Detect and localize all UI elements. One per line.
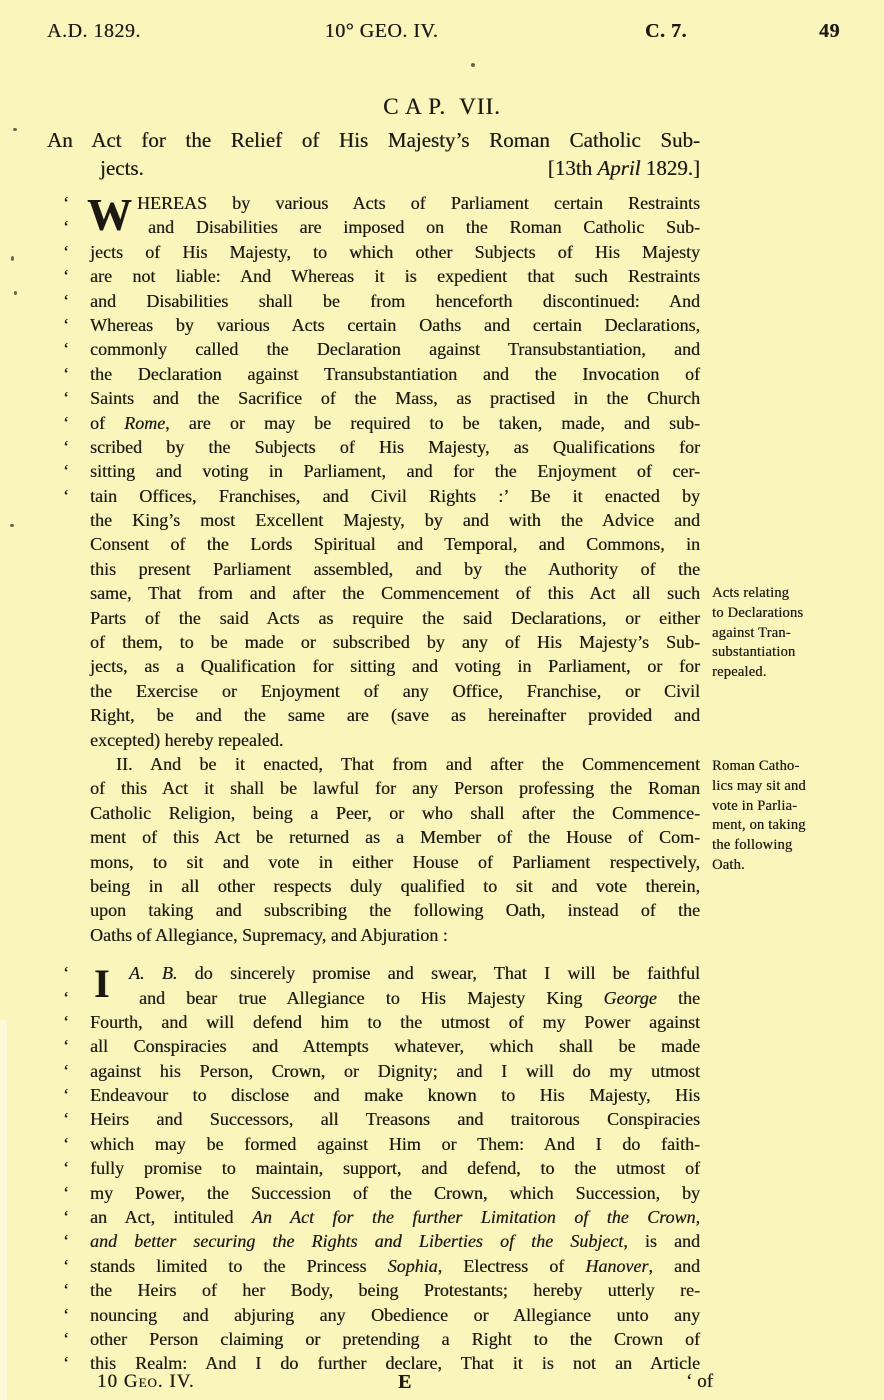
text-line (63, 1229, 700, 1253)
line-content: stands limited to the Princess Sophia, Electress of Hanover, and (90, 1255, 700, 1276)
quote-mark: ‘ (63, 1158, 69, 1179)
line-content: jects of His Majesty, to which other Subjects of His Majesty (90, 241, 700, 262)
line-content: Parts of the said Acts as require the said Declarations, or either (90, 607, 700, 628)
text-line (63, 850, 700, 874)
text-line (63, 337, 700, 361)
line-content: against his Person, Crown, or Dignity; and I will do my utmost (90, 1060, 700, 1081)
line-content: tain Offices, Franchises, and Civil Rights :’ Be it enacted by (90, 485, 700, 506)
text-line (63, 1303, 700, 1327)
line-content: my Power, the Succession of the Crown, which Succession, by (90, 1182, 700, 1203)
quote-mark: ‘ (63, 290, 69, 311)
text-line (63, 1205, 700, 1229)
text-line (63, 1034, 700, 1058)
line-content: Heirs and Successors, all Treasons and traitorous Conspiracies (90, 1109, 700, 1130)
quote-mark: ‘ (63, 388, 69, 409)
quote-mark: ‘ (63, 1133, 69, 1154)
quote-mark: ‘ (63, 1231, 69, 1252)
line-content: sitting and voting in Parliament, and for the Enjoyment of cer- (90, 461, 700, 482)
act-title-continuation: jects. (100, 156, 144, 180)
quote-gutter (63, 630, 90, 654)
text-line (63, 240, 700, 264)
text-line (63, 411, 700, 435)
preamble-paragraph (63, 191, 700, 752)
act-title-line1: An Act for the Relief of His Majesty’s Roman Catholic Sub- (47, 128, 700, 152)
quote-gutter (63, 898, 90, 922)
scan-speck (11, 256, 14, 261)
line-content: and Disabilities shall be from henceforth discontinued: And (90, 290, 700, 311)
text-line (63, 679, 700, 703)
drop-cap: I (94, 961, 110, 1007)
line-content: this Realm: And I do further declare, That it is not an Article (90, 1353, 700, 1374)
line-content: the Exercise or Enjoyment of any Office, Franchise, or Civil (90, 680, 700, 701)
line-content: Whereas by various Acts certain Oaths and certain Declarations, (90, 314, 700, 335)
text-line (63, 874, 700, 898)
line-content: which may be formed against Him or Them: And I do faith- (90, 1133, 700, 1154)
line-content: Catholic Religion, being a Peer, or who shall after the Commence- (90, 802, 700, 823)
quote-mark: ‘ (63, 1011, 69, 1032)
text-line (63, 215, 700, 239)
quote-mark: ‘ (63, 1182, 69, 1203)
text-line (63, 289, 700, 313)
quote-mark: ‘ (63, 1207, 69, 1228)
section-2-paragraph (63, 752, 700, 947)
text-line (63, 1278, 700, 1302)
line-content: same, That from and after the Commencement of this Act all such (90, 583, 700, 604)
quote-gutter (63, 532, 90, 556)
line-content: excepted) hereby repealed. (90, 729, 284, 750)
text-line (63, 1107, 700, 1131)
line-content: and better securing the Rights and Liberties of the Subject, is and (90, 1231, 700, 1252)
drop-cap: W (87, 190, 132, 240)
text-line (63, 435, 700, 459)
quote-mark: ‘ (63, 987, 69, 1008)
line-content: nouncing and abjuring any Obedience or Allegiance unto any (90, 1304, 700, 1325)
quote-mark: ‘ (63, 1109, 69, 1130)
line-content: the Heirs of her Body, being Protestants; hereby utterly re- (90, 1280, 700, 1301)
body-text (63, 191, 700, 1376)
line-content: of them, to be made or subscribed by any of His Majesty’s Sub- (90, 632, 700, 653)
line-content: commonly called the Declaration against Transubstantiation, and (90, 339, 700, 360)
quote-mark: ‘ (63, 1328, 69, 1349)
line-content: Right, be and the same are (save as hereinafter provided and (90, 705, 700, 726)
quote-mark: ‘ (63, 363, 69, 384)
text-line (63, 898, 700, 922)
line-content: other Person claiming or pretending a Right to the Crown of (90, 1328, 700, 1349)
quote-mark: ‘ (63, 436, 69, 457)
quote-gutter (63, 752, 90, 776)
royal-assent-date: [13th April 1829.] (547, 156, 700, 180)
line-content: A. B. do sincerely promise and swear, That I will be faithful (129, 963, 700, 984)
line-content: this present Parliament assembled, and by the Authority of the (90, 558, 700, 579)
text-line (63, 703, 700, 727)
text-line (63, 191, 700, 215)
text-line (63, 557, 700, 581)
text-line (63, 630, 700, 654)
quote-mark: ‘ (63, 241, 69, 262)
text-line (63, 606, 700, 630)
text-line (63, 1132, 700, 1156)
line-content: ment of this Act be returned as a Member of the House of Com- (90, 827, 700, 848)
text-line (63, 986, 700, 1010)
act-title-line2 (47, 156, 700, 181)
quote-mark: ‘ (63, 339, 69, 360)
text-line (63, 1010, 700, 1034)
printer-signature-mark: E (398, 1371, 412, 1393)
text-line (63, 484, 700, 508)
quote-mark: ‘ (63, 193, 69, 213)
quote-mark: ‘ (63, 1060, 69, 1081)
text-line (63, 801, 700, 825)
quote-mark: ‘ (63, 485, 69, 506)
quote-mark: ‘ (63, 461, 69, 482)
quote-mark: ‘ (63, 1353, 69, 1374)
scan-speck (10, 524, 14, 527)
catchword: ‘ of (686, 1371, 713, 1392)
text-line (63, 961, 700, 985)
quote-mark: ‘ (63, 412, 69, 433)
quote-gutter (63, 679, 90, 703)
header-regnal-title: 10° GEO. IV. (324, 20, 439, 42)
quote-mark: ‘ (63, 1280, 69, 1301)
quote-gutter (63, 874, 90, 898)
line-content: Endeavour to disclose and make known to His Majesty, His (90, 1085, 700, 1106)
quote-gutter (63, 923, 90, 947)
quote-mark: ‘ (63, 266, 69, 287)
text-line (63, 1254, 700, 1278)
text-line (63, 581, 700, 605)
text-line (63, 728, 700, 752)
quote-mark: ‘ (63, 217, 69, 238)
text-line (63, 532, 700, 556)
quote-mark: ‘ (63, 1255, 69, 1276)
line-content: scribed by the Subjects of His Majesty, as Qualifications for (90, 436, 700, 457)
header-chapter: C. 7. (645, 20, 687, 42)
quote-mark: ‘ (63, 1036, 69, 1057)
text-line (63, 923, 700, 947)
text-line (63, 508, 700, 532)
quote-gutter (63, 825, 90, 849)
scan-speck (13, 128, 17, 131)
text-line (63, 1181, 700, 1205)
line-content: an Act, intituled An Act for the further Limitation of the Crown, (90, 1207, 700, 1228)
text-line (63, 1327, 700, 1351)
line-content: upon taking and subscribing the following Oath, instead of the (90, 900, 700, 921)
quote-mark: ‘ (63, 1304, 69, 1325)
line-content: II. And be it enacted, That from and after the Commencement (116, 753, 700, 774)
quote-gutter (63, 776, 90, 800)
quote-gutter (63, 508, 90, 532)
text-line (63, 776, 700, 800)
text-line (63, 654, 700, 678)
quote-mark: ‘ (63, 314, 69, 335)
oath-paragraph (63, 961, 700, 1376)
line-content: mons, to sit and vote in either House of Parliament respectively, (90, 851, 700, 872)
text-line (63, 264, 700, 288)
quote-mark: ‘ (63, 1085, 69, 1106)
quote-gutter (63, 801, 90, 825)
quote-gutter (63, 703, 90, 727)
line-content: the King’s most Excellent Majesty, by and with the Advice and (90, 510, 700, 531)
line-content: being in all other respects duly qualified to sit and vote therein, (90, 875, 700, 896)
line-content: and Disabilities are imposed on the Roman Catholic Sub- (148, 217, 700, 238)
line-content: Oaths of Allegiance, Supremacy, and Abjuration : (90, 924, 448, 945)
line-content: jects, as a Qualification for sitting and voting in Parliament, or for (90, 656, 700, 677)
line-content: all Conspiracies and Attempts whatever, which shall be made (90, 1036, 700, 1057)
scan-speck (471, 63, 475, 67)
text-line (63, 825, 700, 849)
text-line (63, 459, 700, 483)
scan-speck (14, 291, 17, 295)
quote-gutter (63, 850, 90, 874)
line-content: Saints and the Sacrifice of the Mass, as practised in the Church (90, 388, 700, 409)
quote-gutter (63, 654, 90, 678)
text-line (63, 1083, 700, 1107)
footer-act-reference: 10 Geo. IV. (97, 1371, 195, 1392)
line-content: Fourth, and will defend him to the utmost of my Power against (90, 1011, 700, 1032)
chapter-heading: C A P. VII. (383, 94, 501, 119)
text-line (63, 1059, 700, 1083)
scan-edge-artifact (0, 1020, 7, 1400)
line-content: are not liable: And Whereas it is expedient that such Restraints (90, 266, 700, 287)
margin-note: Acts relating to Declarations against Tran- substantiation repealed. (712, 585, 804, 681)
line-content: Consent of the Lords Spiritual and Temporal, and Commons, in (90, 534, 700, 555)
text-line (63, 386, 700, 410)
line-content: of Rome, are or may be required to be taken, made, and sub- (90, 412, 700, 433)
text-line (63, 1156, 700, 1180)
line-content: and bear true Allegiance to His Majesty King George the (139, 987, 700, 1008)
text-line (63, 362, 700, 386)
line-content: of this Act it shall be lawful for any Person professing the Roman (90, 778, 700, 799)
text-line (63, 313, 700, 337)
quote-mark: ‘ (63, 963, 69, 984)
line-content: the Declaration against Transubstantiation and the Invocation of (90, 363, 700, 384)
header-year: A.D. 1829. (47, 20, 141, 42)
line-content: fully promise to maintain, support, and defend, to the utmost of (90, 1158, 700, 1179)
text-line (63, 752, 700, 776)
page-number: 49 (819, 20, 840, 42)
quote-gutter (63, 728, 90, 752)
margin-note: Roman Catho- lics may sit and vote in Parlia- ment, on taking the following Oath. (712, 758, 806, 873)
quote-gutter (63, 581, 90, 605)
line-content: HEREAS by various Acts of Parliament certain Restraints (137, 193, 700, 213)
quote-gutter (63, 606, 90, 630)
quote-gutter (63, 557, 90, 581)
